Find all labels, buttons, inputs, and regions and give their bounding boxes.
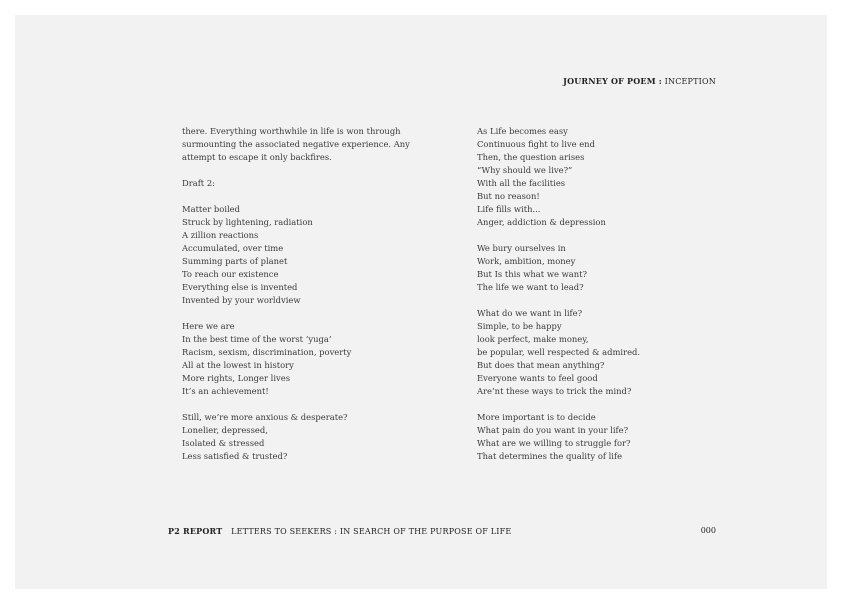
running-header xyxy=(563,76,716,86)
poem-line: In the best time of the worst ‘yuga’ xyxy=(182,334,332,344)
poem-line: look perfect, make money, xyxy=(477,334,589,344)
poem-stanza xyxy=(477,125,640,229)
poem-line: Then, the question arises xyxy=(477,152,585,162)
poem-line: Here we are xyxy=(182,321,235,331)
poem-line: Racism, sexism, discrimination, poverty xyxy=(182,347,352,357)
poem-line: Invented by your worldview xyxy=(182,295,301,305)
poem-line: The life we want to lead? xyxy=(477,282,584,292)
header-title-rest: INCEPTION xyxy=(664,77,716,86)
poem-line: Anger, addiction & depression xyxy=(477,217,606,227)
poem-line: A zillion reactions xyxy=(182,230,259,240)
text-line: surmounting the associated negative experience. Any xyxy=(182,139,410,149)
poem-line: We bury ourselves in xyxy=(477,243,566,253)
draft-label: Draft 2: xyxy=(182,178,215,188)
intro-paragraph xyxy=(182,125,410,164)
poem-line: But no reason! xyxy=(477,191,540,201)
poem-stanza xyxy=(182,203,410,307)
text-line: attempt to escape it only backfires. xyxy=(182,152,332,162)
poem-line: All at the lowest in history xyxy=(182,360,294,370)
poem-line: Continuous fight to live end xyxy=(477,139,595,149)
poem-line: Matter boiled xyxy=(182,204,240,214)
poem-line: Struck by lightening, radiation xyxy=(182,217,313,227)
poem-line: Work, ambition, money xyxy=(477,256,576,266)
poem-stanza xyxy=(477,411,640,463)
footer-subtitle: LETTERS TO SEEKERS : IN SEARCH OF THE PURPOSE OF LIFE xyxy=(231,527,512,536)
left-column xyxy=(182,125,410,463)
poem-line: What are we willing to struggle for? xyxy=(477,438,631,448)
page-sheet xyxy=(15,15,827,589)
poem-line: “Why should we live?” xyxy=(477,165,573,175)
running-footer xyxy=(168,526,511,536)
poem-line: More important is to decide xyxy=(477,412,596,422)
poem-line: What do we want in life? xyxy=(477,308,583,318)
poem-line: Everyone wants to feel good xyxy=(477,373,598,383)
poem-line: be popular, well respected & admired. xyxy=(477,347,641,357)
poem-line: It’s an achievement! xyxy=(182,386,269,396)
poem-line: Life fills with... xyxy=(477,204,541,214)
poem-line: More rights, Longer lives xyxy=(182,373,290,383)
poem-line: Everything else is invented xyxy=(182,282,298,292)
poem-stanza xyxy=(182,411,410,463)
text-line: there. Everything worthwhile in life is won through xyxy=(182,126,401,136)
footer-report-label: P2 REPORT xyxy=(168,526,223,536)
poem-line: Less satisfied & trusted? xyxy=(182,451,288,461)
poem-line: That determines the quality of life xyxy=(477,451,623,461)
poem-line: Isolated & stressed xyxy=(182,438,265,448)
poem-line: To reach our existence xyxy=(182,269,279,279)
poem-line: Summing parts of planet xyxy=(182,256,288,266)
poem-stanza xyxy=(477,307,640,398)
poem-line: With all the facilities xyxy=(477,178,566,188)
poem-line: But does that mean anything? xyxy=(477,360,605,370)
poem-line: Are’nt these ways to trick the mind? xyxy=(477,386,632,396)
page-number: 000 xyxy=(700,526,716,535)
poem-line: Simple, to be happy xyxy=(477,321,562,331)
poem-line: Accumulated, over time xyxy=(182,243,284,253)
poem-stanza xyxy=(182,320,410,398)
poem-line: As Life becomes easy xyxy=(477,126,568,136)
poem-line: Lonelier, depressed, xyxy=(182,425,268,435)
right-column xyxy=(477,125,640,463)
header-title-bold: JOURNEY OF POEM : xyxy=(563,76,662,86)
poem-stanza xyxy=(477,242,640,294)
poem-line: Still, we’re more anxious & desperate? xyxy=(182,412,348,422)
poem-line: But Is this what we want? xyxy=(477,269,588,279)
poem-line: What pain do you want in your life? xyxy=(477,425,629,435)
